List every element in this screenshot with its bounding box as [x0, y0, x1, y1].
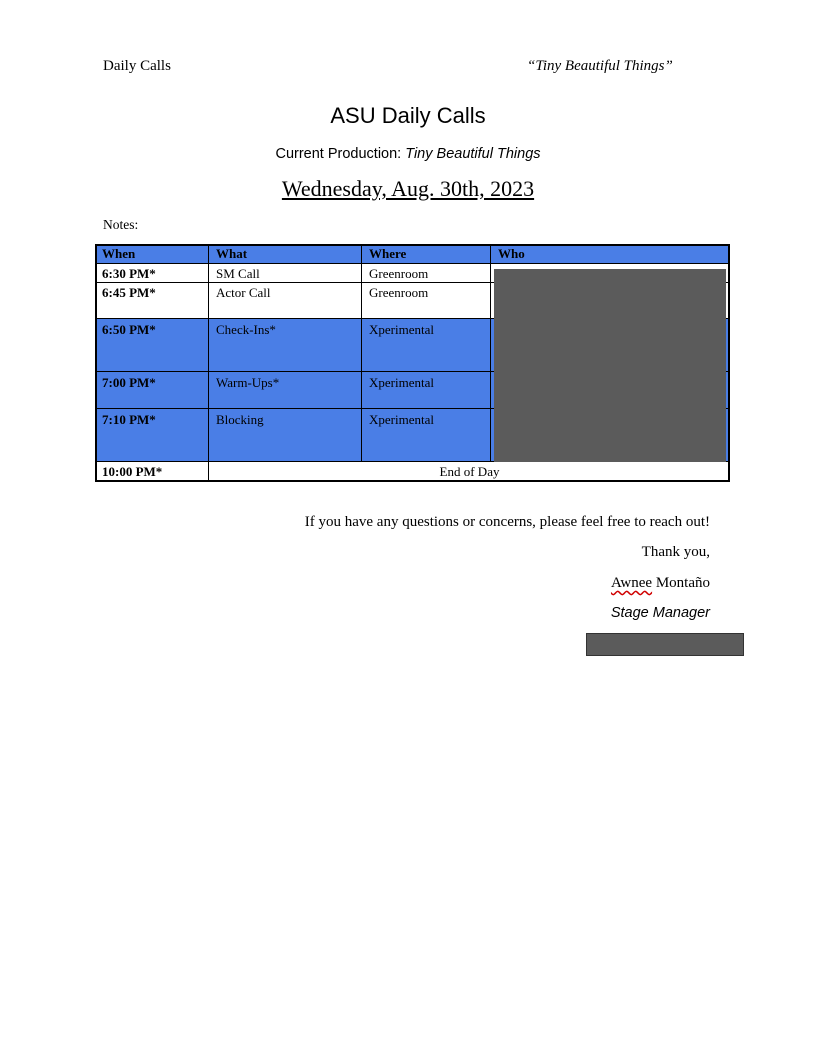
end-of-day: End of Day [209, 462, 730, 482]
contact-redaction-block [586, 633, 744, 656]
production-name: Tiny Beautiful Things [405, 146, 541, 162]
row-when: 6:45 PM* [95, 283, 209, 319]
notes-label: Notes: [103, 217, 139, 232]
row-when: 7:00 PM* [95, 372, 209, 409]
call-date: Wednesday, Aug. 30th, 2023 [281, 176, 535, 201]
signature-name [0, 575, 710, 592]
row-what: Actor Call [209, 283, 362, 319]
end-time: 10:00 PM* [95, 462, 209, 482]
who-redaction-block [494, 269, 726, 462]
signature-first-name: Awnee [610, 575, 653, 591]
row-what: Check-Ins* [209, 319, 362, 372]
col-header-what: What [209, 244, 362, 264]
col-header-who: Who [491, 244, 730, 264]
row-what: Warm-Ups* [209, 372, 362, 409]
row-what: SM Call [209, 264, 362, 283]
page-title: ASU Daily Calls [330, 103, 486, 128]
closing-thanks: Thank you, [641, 544, 710, 560]
closing-message: If you have any questions or concerns, please feel free to reach out! [304, 514, 710, 530]
schedule-table [95, 244, 730, 482]
row-where: Xperimental [362, 372, 491, 409]
row-when: 6:50 PM* [95, 319, 209, 372]
row-when: 6:30 PM* [95, 264, 209, 283]
header-left: Daily Calls [103, 58, 171, 74]
signature-role: Stage Manager [610, 605, 710, 621]
header-right: “Tiny Beautiful Things” [527, 58, 673, 74]
row-where: Xperimental [362, 319, 491, 372]
signature-last-name: Montaño [652, 575, 710, 591]
row-where: Greenroom [362, 283, 491, 319]
row-where: Greenroom [362, 264, 491, 283]
col-header-where: Where [362, 244, 491, 264]
row-where: Xperimental [362, 409, 491, 462]
row-when: 7:10 PM* [95, 409, 209, 462]
col-header-when: When [95, 244, 209, 264]
current-production [0, 146, 816, 162]
row-what: Blocking [209, 409, 362, 462]
production-label: Current Production: [275, 146, 406, 162]
